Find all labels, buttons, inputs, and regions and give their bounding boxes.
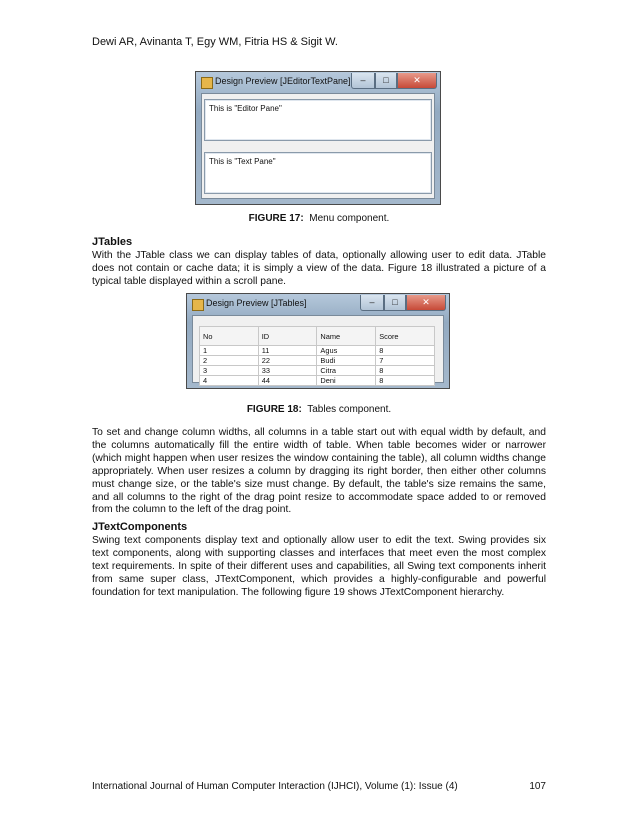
figure-18-text: Tables component.: [307, 404, 392, 415]
close-button[interactable]: ✕: [397, 73, 437, 89]
table-cell[interactable]: 1: [200, 346, 259, 356]
window-titlebar[interactable]: [199, 73, 437, 93]
java-app-icon: [201, 77, 213, 89]
table-cell[interactable]: 7: [376, 356, 435, 366]
window-titlebar[interactable]: [190, 295, 446, 315]
journal-name: International Journal of Human Computer Interaction (IJHCI), Volume (1): Issue (4): [92, 781, 458, 792]
table-cell[interactable]: Deni: [317, 376, 376, 386]
editor-pane-text: This is "Editor Pane": [209, 104, 282, 113]
table-cell[interactable]: 44: [258, 376, 317, 386]
jtextcomponents-section: [92, 521, 546, 599]
table-cell[interactable]: Citra: [317, 366, 376, 376]
table-cell[interactable]: 8: [376, 376, 435, 386]
column-header-name[interactable]: Name: [317, 327, 376, 346]
page-header: Dewi AR, Avinanta T, Egy WM, Fitria HS & Sigit W.: [92, 36, 338, 48]
table-row[interactable]: [200, 366, 435, 376]
jtables-body: With the JTable class we can display tables of data, optionally allowing user to edit data. JTable does not contain or cache data; it is simply a view of the data. Figure 18 illustrated a picture of a typical table displayed within a scroll pane.: [92, 249, 546, 287]
data-table[interactable]: [199, 326, 435, 386]
figure-18-label: FIGURE 18:: [246, 404, 302, 415]
table-row[interactable]: [200, 356, 435, 366]
java-app-icon: [192, 299, 204, 311]
figure-18-caption: [0, 404, 638, 415]
jtextcomponents-body: Swing text components display text and optionally allow user to edit the text. Swing provides six text components, along with supporting classes and interfaces that meet even the most complex text requirements. In spite of their different uses and capabilities, all Swing text components inherit from same super class, JTextComponent, which provides a highly-configurable and powerful foundation for text manipulation. The following figure 19 shows JTextComponent hierarchy.: [92, 534, 546, 598]
table-cell[interactable]: 11: [258, 346, 317, 356]
table-cell[interactable]: Budi: [317, 356, 376, 366]
table-cell[interactable]: 33: [258, 366, 317, 376]
jtextcomponents-heading: JTextComponents: [92, 521, 188, 533]
table-cell[interactable]: 8: [376, 366, 435, 376]
text-pane-text: This is "Text Pane": [209, 157, 276, 166]
jtables-section: [92, 236, 546, 289]
editor-pane-window: [195, 71, 441, 205]
figure-17-text: Menu component.: [309, 213, 390, 224]
jtables-heading: JTables: [92, 236, 133, 248]
window-content: [201, 93, 435, 199]
table-cell[interactable]: Agus: [317, 346, 376, 356]
maximize-button[interactable]: □: [375, 73, 397, 89]
column-header-id[interactable]: ID: [258, 327, 317, 346]
table-cell[interactable]: 2: [200, 356, 259, 366]
table-cell[interactable]: 3: [200, 366, 259, 376]
table-cell[interactable]: 22: [258, 356, 317, 366]
text-pane[interactable]: [204, 152, 432, 194]
column-widths-text: To set and change column widths, all columns in a table start out with equal width by default, and the columns automatically fill the entire width of table. When table becomes wider or narrower (which might happen when user resizes the window containing the table), all column widths change appropriately. When user resizes a column by dragging its right border, then either other columns must change size, or the table's size must change. By default, the table's size remains the same, and all columns to the right of the drag point resize to accommodate space added to or removed from the column to the left of the drag point.: [92, 427, 546, 516]
window-title: Design Preview [JTables]: [206, 298, 307, 308]
page-footer: [92, 781, 546, 792]
table-row[interactable]: [200, 376, 435, 386]
table-row[interactable]: [200, 346, 435, 356]
scroll-pane[interactable]: [192, 315, 444, 383]
minimize-button[interactable]: –: [351, 73, 375, 89]
window-title: Design Preview [JEditorTextPane]: [215, 76, 351, 86]
close-button[interactable]: ✕: [406, 295, 446, 311]
jtables-window: [186, 293, 450, 389]
column-header-score[interactable]: Score: [376, 327, 435, 346]
table-cell[interactable]: 8: [376, 346, 435, 356]
maximize-button[interactable]: □: [384, 295, 406, 311]
column-widths-paragraph: [92, 427, 546, 517]
minimize-button[interactable]: –: [360, 295, 384, 311]
figure-17-caption: [0, 213, 638, 224]
figure-17-label: FIGURE 17:: [248, 213, 304, 224]
page-number: 107: [529, 781, 546, 792]
table-cell[interactable]: 4: [200, 376, 259, 386]
column-header-no[interactable]: No: [200, 327, 259, 346]
editor-pane[interactable]: [204, 99, 432, 141]
